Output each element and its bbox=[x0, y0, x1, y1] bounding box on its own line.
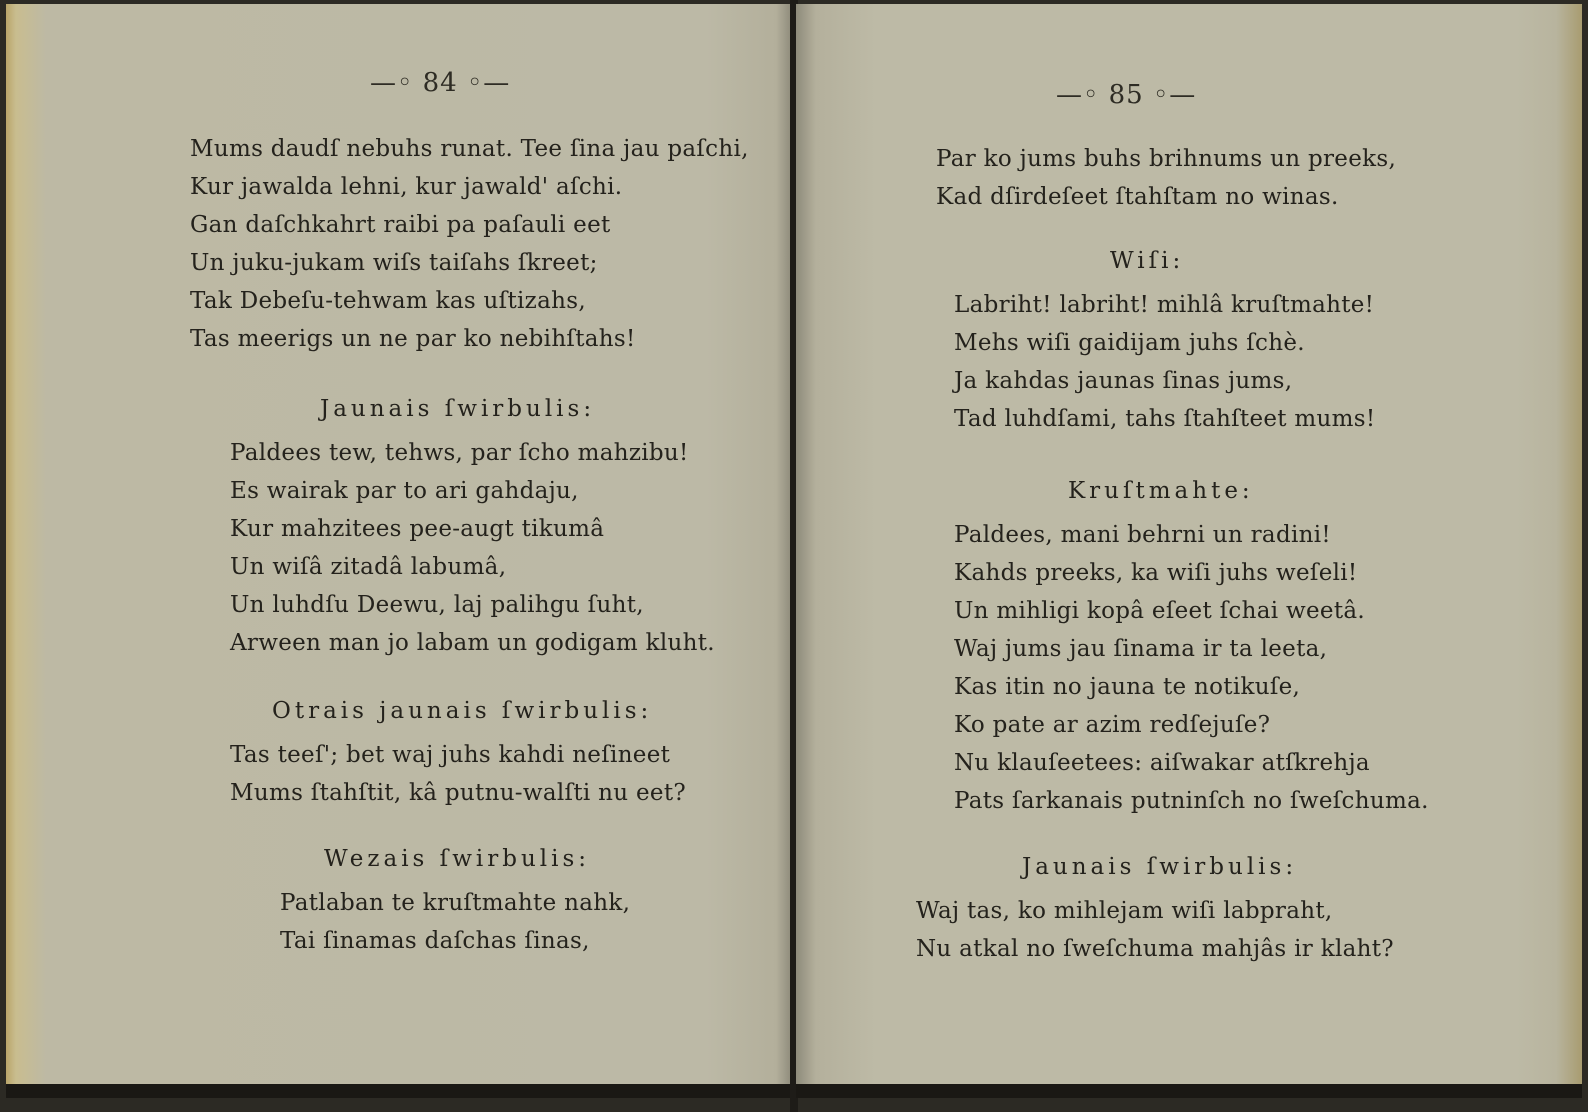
left-page bbox=[6, 4, 792, 1098]
text-line: Ja kahdas jaunas ſinas jums, bbox=[954, 368, 1293, 394]
text-line: Paldees, mani behrni un radini! bbox=[954, 522, 1331, 548]
text-line: Kahds preeks, ka wiſi juhs weſeli! bbox=[954, 560, 1358, 586]
text-line: Tas meerigs un ne par ko nebihſtahs! bbox=[190, 326, 636, 352]
speaker-heading: Wezais ſwirbulis: bbox=[324, 846, 591, 872]
text-line: Tai ſinamas daſchas ſinas, bbox=[280, 928, 590, 954]
text-line: Par ko jums buhs brihnums un preeks, bbox=[936, 146, 1397, 172]
text-line: Kas itin no jauna te notikuſe, bbox=[954, 674, 1301, 700]
speaker-heading: Kruſtmahte: bbox=[1068, 478, 1254, 504]
text-line: Arween man jo labam un godigam kluht. bbox=[230, 630, 715, 656]
text-line: Pats ſarkanais putninſch no ſweſchuma. bbox=[954, 788, 1429, 814]
speaker-heading: Jaunais ſwirbulis: bbox=[320, 396, 596, 422]
page-number: —◦ 85 ◦— bbox=[1056, 80, 1197, 110]
right-page bbox=[796, 4, 1582, 1098]
text-line: Paldees tew, tehws, par ſcho mahzibu! bbox=[230, 440, 689, 466]
text-line: Un juku-jukam wiſs taiſahs ſkreet; bbox=[190, 250, 598, 276]
text-line: Un luhdſu Deewu, laj palihgu ſuht, bbox=[230, 592, 644, 618]
text-line: Mehs wiſi gaidijam juhs ſchè. bbox=[954, 330, 1305, 356]
text-line: Ko pate ar azim redſejuſe? bbox=[954, 712, 1271, 738]
text-line: Waj tas, ko mihlejam wiſi labpraht, bbox=[916, 898, 1333, 924]
text-line: Mums ſtahſtit, kâ putnu-walſti nu eet? bbox=[230, 780, 686, 806]
speaker-heading: Jaunais ſwirbulis: bbox=[1022, 854, 1298, 880]
text-line: Kur jawalda lehni, kur jawald' aſchi. bbox=[190, 174, 623, 200]
text-line: Mums daudſ nebuhs runat. Tee ſina jau paſchi, bbox=[190, 136, 749, 162]
text-line: Kur mahzitees pee-augt tikumâ bbox=[230, 516, 605, 542]
text-line: Es wairak par to ari gahdaju, bbox=[230, 478, 579, 504]
text-line: Tas teeſ'; bet waj juhs kahdi neſineet bbox=[230, 742, 671, 768]
speaker-heading: Wiſi: bbox=[1110, 248, 1185, 274]
page-bottom-edge bbox=[796, 1084, 1582, 1098]
text-line: Kad dſirdeſeet ſtahſtam no winas. bbox=[936, 184, 1339, 210]
page-bottom-edge bbox=[6, 1084, 792, 1098]
text-line: Patlaban te kruſtmahte nahk, bbox=[280, 890, 631, 916]
text-line: Gan daſchkahrt raibi pa paſauli eet bbox=[190, 212, 611, 238]
speaker-heading: Otrais jaunais ſwirbulis: bbox=[272, 698, 653, 724]
text-line: Un wiſâ zitadâ labumâ, bbox=[230, 554, 507, 580]
text-line: Labriht! labriht! mihlâ kruſtmahte! bbox=[954, 292, 1375, 318]
page-number: —◦ 84 ◦— bbox=[370, 68, 511, 98]
text-line: Tak Debeſu-tehwam kas uſtizahs, bbox=[190, 288, 586, 314]
text-line: Nu atkal no ſweſchuma mahjâs ir klaht? bbox=[916, 936, 1394, 962]
text-line: Waj jums jau ſinama ir ta leeta, bbox=[954, 636, 1328, 662]
text-line: Un mihligi kopâ eſeet ſchai weetâ. bbox=[954, 598, 1365, 624]
text-line: Nu klauſeetees: aiſwakar atſkrehja bbox=[954, 750, 1370, 776]
text-line: Tad luhdſami, tahs ſtahſteet mums! bbox=[954, 406, 1376, 432]
